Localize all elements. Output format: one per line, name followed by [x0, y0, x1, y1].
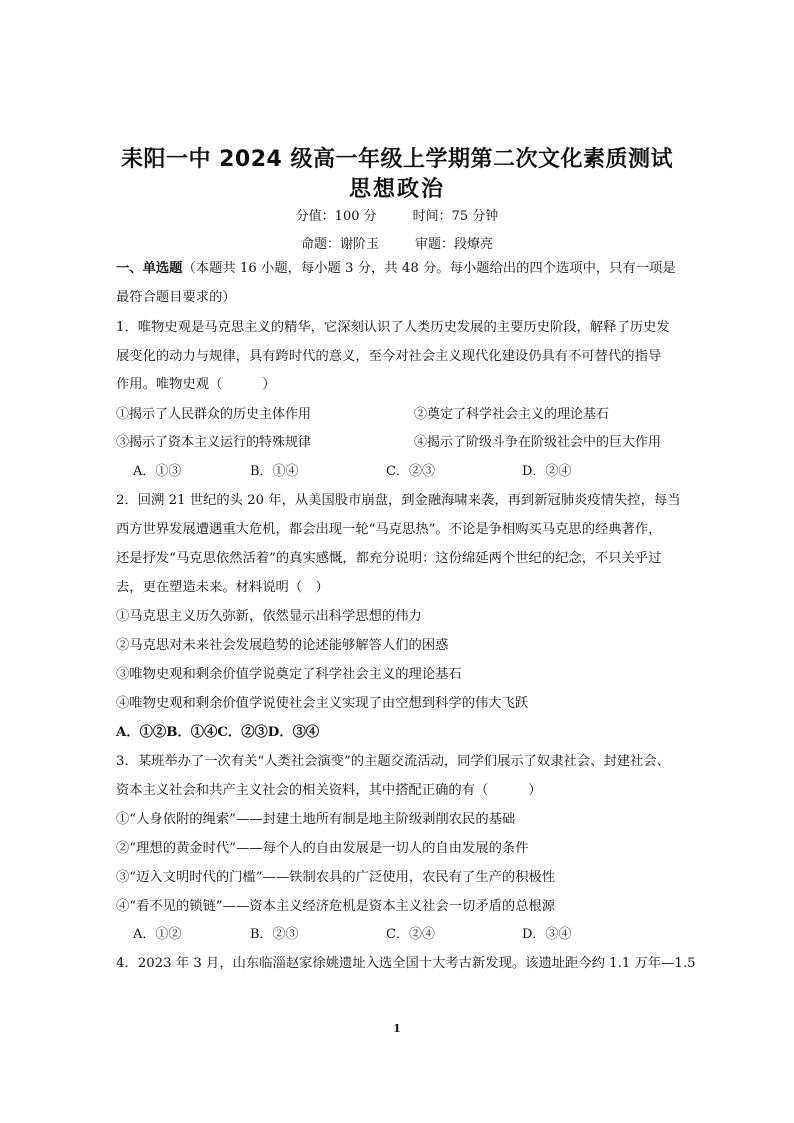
q3-stem-line-2: 资本主义社会和共产主义社会的相关资料，其中搭配正确的有（ ）: [116, 783, 542, 798]
q1-option-a: A．①③: [133, 464, 182, 479]
q2-statement-2: ②马克思对未来社会发展趋势的论述能够解答人们的困惑: [116, 638, 449, 653]
section-heading: 一、单选题: [116, 261, 183, 276]
q1-statement-3: ③揭示了资本主义运行的特殊规律: [116, 435, 312, 450]
reviewer-text: 审题：段燎亮: [415, 237, 494, 252]
q4-stem-line-1: 4．2023 年 3 月，山东临淄赵家徐姚遗址入选全国十大考古新发现。该遗址距今约 1.1 万年—1.5: [116, 956, 696, 971]
q2-statement-4: ④唯物史观和剩余价值学说使社会主义实现了由空想到科学的伟大飞跃: [116, 696, 529, 711]
page-number: 1: [393, 1022, 401, 1035]
q1-stem-line-3: 作用。唯物史观（ ）: [116, 377, 276, 392]
q3-option-a: A．①②: [133, 927, 182, 942]
q3-option-c: C．②④: [386, 927, 435, 942]
subject-title: 思想政治: [348, 177, 445, 202]
section-heading-line: [116, 259, 676, 279]
q2-options: A．①②B．①④C．②③D．③④: [116, 725, 320, 740]
q3-stem-line-1: 3．某班举办了一次有关“人类社会演变”的主题交流活动，同学们展示了奴隶社会、封建社会、: [116, 754, 670, 769]
score-time-line: [0, 205, 794, 224]
q1-statement-4: ④揭示了阶级斗争在阶级社会中的巨大作用: [414, 435, 662, 450]
q1-statement-1: ①揭示了人民群众的历史主体作用: [116, 407, 312, 422]
q3-statement-2: ②“理想的黄金时代”——每个人的自由发展是一切人的自由发展的条件: [116, 841, 529, 856]
q2-stem-line-1: 2．回溯 21 世纪的头 20 年，从美国股市崩盘，到金融海啸来袭，再到新冠肺炎疫情失控，每当: [116, 493, 681, 508]
time-text: 时间：75 分钟: [412, 209, 499, 224]
q1-statement-2: ②奠定了科学社会主义的理论基石: [414, 407, 610, 422]
q1-stem-line-2: 展变化的动力与规律，具有跨时代的意义，至今对社会主义现代化建设仍具有不可替代的指导: [116, 349, 662, 364]
exam-title: 耒阳一中 2024 级高一年级上学期第二次文化素质测试: [120, 147, 674, 172]
q1-option-b: B．①④: [250, 464, 299, 479]
q2-stem-line-3: 还是抒发“马克思依然活着”的真实感慨，都充分说明：这份绵延两个世纪的纪念，不只关乎过: [116, 551, 662, 566]
q3-statement-4: ④“看不见的锁链”——资本主义经济危机是资本主义社会一切矛盾的总根源: [116, 899, 556, 914]
q1-option-c: C．②③: [386, 464, 435, 479]
section-instruction-2: 最符合题目要求的）: [116, 290, 236, 305]
score-text: 分值：100 分: [295, 209, 377, 224]
setter-text: 命题：谢阶玉: [300, 237, 379, 252]
q2-stem-line-2: 西方世界发展遭遇重大危机，都会出现一轮“马克思热”。不论是争相购买马克思的经典著作，: [116, 522, 662, 537]
section-instruction-1: （本题共 16 小题，每小题 3 分，共 48 分。每小题给出的四个选项中，只有一项是: [182, 261, 676, 276]
q2-statement-3: ③唯物史观和剩余价值学说奠定了科学社会主义的理论基石: [116, 667, 462, 682]
q3-option-d: D．③④: [522, 927, 572, 942]
q1-stem-line-1: 1．唯物史观是马克思主义的精华，它深刻认识了人类历史发展的主要历史阶段，解释了历史发: [116, 320, 670, 335]
author-line: [0, 233, 794, 252]
q1-option-d: D．②④: [522, 464, 572, 479]
q3-option-b: B．②③: [250, 927, 299, 942]
q3-statement-3: ③“迈入文明时代的门槛”——铁制农具的广泛使用，农民有了生产的积极性: [116, 870, 556, 885]
q3-statement-1: ①“人身依附的绳索”——封建土地所有制是地主阶级剥削农民的基础: [116, 812, 516, 827]
q2-statement-1: ①马克思主义历久弥新，依然显示出科学思想的伟力: [116, 609, 422, 624]
q2-stem-line-4: 去，更在塑造未来。材料说明（ ）: [116, 580, 329, 595]
